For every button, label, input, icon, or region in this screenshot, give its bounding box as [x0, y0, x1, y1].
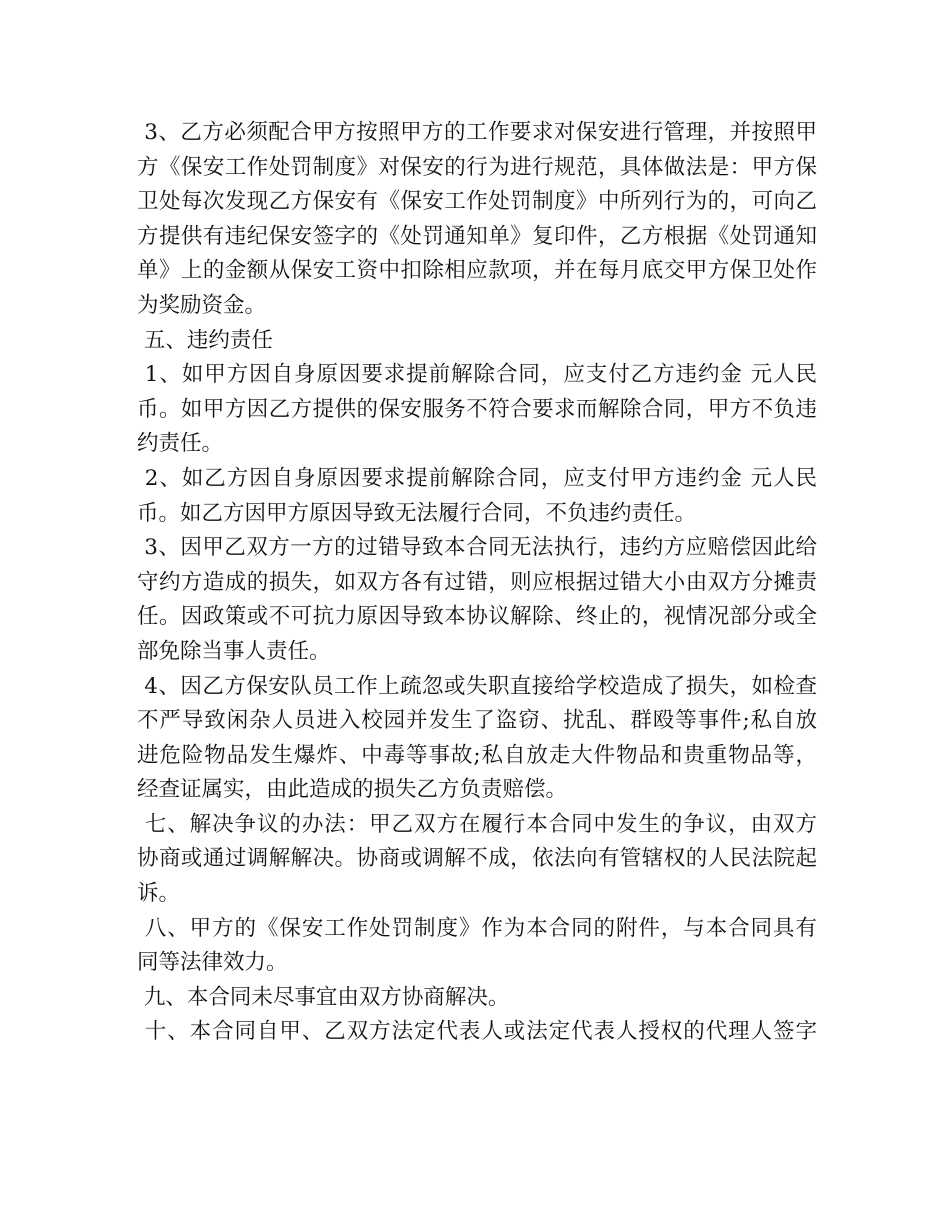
- text-line: 2、如乙方因自身原因要求提前解除合同，应支付甲方违约金 元人民: [137, 465, 817, 491]
- text-line: 单》上的金额从保安工资中扣除相应款项，并在每月底交甲方保卫处作: [137, 258, 817, 284]
- text-line: 方《保安工作处罚制度》对保安的行为进行规范，具体做法是：甲方保: [137, 154, 817, 180]
- text-line: 进危险物品发生爆炸、中毒等事故;私自放走大件物品和贵重物品等，: [137, 742, 817, 768]
- text-line: 诉。: [137, 881, 181, 907]
- text-line: 部免除当事人责任。: [137, 638, 331, 664]
- text-line: 卫处每次发现乙方保安有《保安工作处罚制度》中所列行为的，可向乙: [137, 189, 817, 215]
- text-line: 五、违约责任: [137, 327, 273, 353]
- text-line: 3、乙方必须配合甲方按照甲方的工作要求对保安进行管理，并按照甲: [137, 120, 817, 145]
- text-line: 方提供有违纪保安签字的《处罚通知单》复印件，乙方根据《处罚通知: [137, 223, 817, 249]
- text-line: 1、如甲方因自身原因要求提前解除合同，应支付乙方违约金 元人民: [137, 362, 817, 388]
- text-line: 经查证属实，由此造成的损失乙方负责赔偿。: [137, 777, 568, 803]
- text-line: 为奖励资金。: [137, 292, 267, 318]
- text-line: 同等法律效力。: [137, 950, 288, 976]
- text-line: 不严导致闲杂人员进入校园并发生了盗窃、扰乱、群殴等事件;私自放: [137, 708, 817, 734]
- text-line: 约责任。: [137, 431, 224, 457]
- contract-text-block: [137, 116, 817, 1050]
- text-line: 协商或通过调解解决。协商或调解不成，依法向有管辖权的人民法院起: [137, 846, 817, 872]
- text-line: 币。如乙方因甲方原因导致无法履行合同，不负违约责任。: [137, 500, 697, 526]
- text-line: 九、本合同未尽事宜由双方协商解决。: [137, 984, 510, 1010]
- text-line: 守约方造成的损失，如双方各有过错，则应根据过错大小由双方分摊责: [137, 569, 817, 595]
- text-line: 八、甲方的《保安工作处罚制度》作为本合同的附件，与本合同具有: [137, 915, 817, 941]
- text-line: 十、本合同自甲、乙双方法定代表人或法定代表人授权的代理人签字: [137, 1019, 817, 1045]
- text-line: 3、因甲乙双方一方的过错导致本合同无法执行，违约方应赔偿因此给: [137, 535, 817, 561]
- text-line: 七、解决争议的办法：甲乙双方在履行本合同中发生的争议，由双方: [137, 811, 817, 837]
- text-line: 币。如甲方因乙方提供的保安服务不符合要求而解除合同，甲方不负违: [137, 396, 817, 422]
- text-line: 任。因政策或不可抗力原因导致本协议解除、终止的，视情况部分或全: [137, 604, 817, 630]
- text-line: 4、因乙方保安队员工作上疏忽或失职直接给学校造成了损失，如检查: [137, 673, 817, 699]
